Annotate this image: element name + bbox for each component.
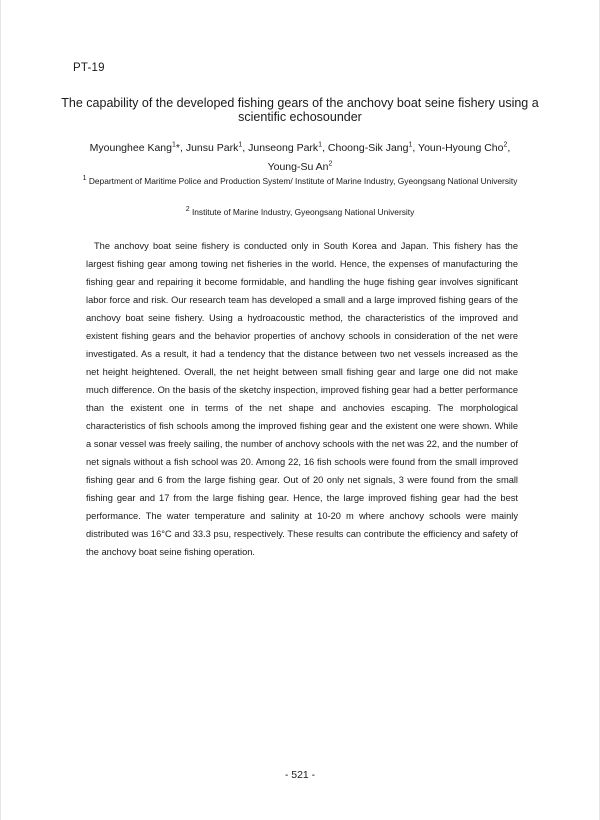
author-list bbox=[71, 139, 529, 177]
page-number: - 521 - bbox=[284, 769, 316, 781]
paper-title: The capability of the developed fishing gears of the anchovy boat seine fishery using a scientific echosounder bbox=[61, 96, 539, 124]
author: Myounghee Kang$^1$*, bbox=[89, 141, 186, 154]
author: Junseong Park$^1$, bbox=[248, 141, 328, 154]
abstract-body: The anchovy boat seine fishery is conducted only in South Korea and Japan. This fishery has the largest fishing gear among towing net fisheries in the world. Hence, the expenses of manufacturing the fishing gear and repairing it become formidable, and handling the huge fishing gear involves significant labor force and risk. Our research team has developed a small and a large improved fishing gears of the anchovy boat seine fishery. Using a hydroacoustic method, the characteristics of the improved and existent fishing gears and the behavior properties of anchovy schools in consideration of the net were investigated. As a result, it had a tendency that the distance between two net vessels increased as the net height heightened. Overall, the net height between small fishing gear and large one did not make much difference. On the basis of the sketchy inspection, improved fishing gear had a better performance than the existent one in terms of the net shape and anchovies escaping. The morphological characteristics of fish schools among the improved fishing gear and the existent one were shown. While a sonar vessel was freely sailing, the number of anchovy schools with the net was 22, and the number of net signals without a fish school was 20. Among 22, 16 fish schools were found from the small improved fishing gear and 6 from the large fishing gear. Out of 20 only net signals, 3 were found from the small fishing gear and 17 from the large fishing gear. Hence, the large improved fishing gear had the best performance. The water temperature and salinity at 10-20 m where anchovy schools were mainly distributed was 16°C and 33.3 psu, respectively. These results can contribute the efficiency and safety of the anchovy boat seine fishing operation. bbox=[86, 241, 518, 557]
affiliation-1: $^1$ Department of Maritime Police and Production System/ Institute of Marine Industry, Gyeongsang National University bbox=[82, 175, 518, 186]
author: Young-Su An$^2$ bbox=[267, 160, 333, 173]
session-code: PT-19 bbox=[73, 62, 105, 74]
author: Choong-Sik Jang$^1$, bbox=[327, 141, 419, 154]
author: Youn-Hyoung Cho$^2$, bbox=[418, 141, 511, 154]
affiliation-2: $^2$ Institute of Marine Industry, Gyeongsang National University bbox=[185, 206, 415, 217]
author: Junsu Park$^1$, bbox=[185, 141, 249, 154]
